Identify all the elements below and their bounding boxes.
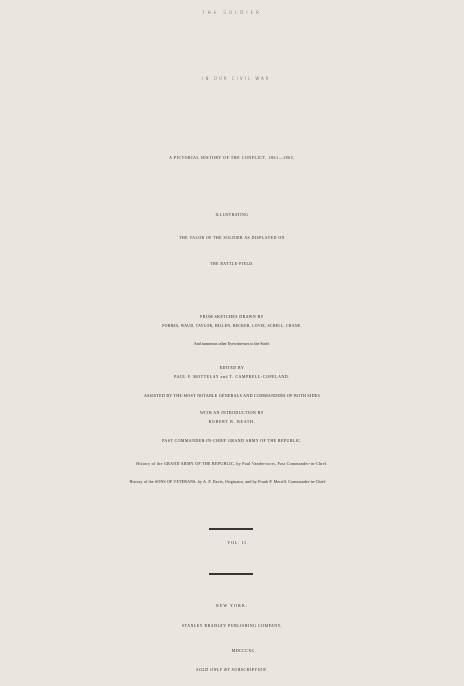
volume-number: VOL. II.	[227, 541, 249, 545]
history-gar-line: History of the GRAND ARMY OF THE REPUBLIC, by Paul Vandervoort, Past Commander-in-Chief.	[136, 461, 328, 466]
imprint-city: NEW YORK:	[215, 604, 249, 608]
title-line-2: IN OUR CIVIL WAR:	[202, 76, 274, 81]
assisted-by-note: ASSISTED BY THE MOST NOTABLE GENERALS AND COMMANDERS OF BOTH SIDES	[143, 393, 321, 398]
editors-names: PAUL F. MOTTELAY and T. CAMPBELL-COPELAND.	[174, 375, 290, 379]
illustrating-line-1: ILLUSTRATING	[215, 213, 249, 217]
imprint-publisher: STANLEY BRADLEY PUBLISHING COMPANY,	[181, 624, 283, 628]
illustrating-line-2: THE VALOR OF THE SOLDIER AS DISPLAYED ON	[179, 236, 285, 240]
artists-list: FORBES, WAUD, TAYLOR, HILLEN, BECKER, LOVIE, SCHELL, CRANE.	[162, 324, 302, 328]
introduction-author: ROBERT B. BEATH,	[208, 420, 256, 424]
volume-rule-top	[209, 528, 253, 530]
introduction-label: WITH AN INTRODUCTION BY	[200, 410, 264, 415]
illustrating-line-3: THE BATTLE-FIELD.	[210, 262, 254, 266]
edited-by-label: EDITED BY	[219, 365, 245, 370]
introduction-author-title: PAST COMMANDER-IN-CHIEF GRAND ARMY OF THE REPUBLIC.	[162, 438, 302, 443]
sketches-from-label: FROM SKETCHES DRAWN BY	[200, 314, 264, 319]
history-sov-line: History of the SONS OF VETERANS, by A. P. Davis, Originator, and by Frank P. Merrill, Commander-in-Chief.	[129, 479, 327, 484]
imprint-sold-note: SOLD ONLY BY SUBSCRIPTION.	[196, 667, 268, 672]
subtitle: A PICTORIAL HISTORY OF THE CONFLICT, 1861—1865,	[169, 156, 295, 160]
imprint-year: MDCCCXC.	[231, 649, 257, 653]
eyewitnesses-note: And numerous other Eyewitnesses to the Strife.	[193, 341, 271, 346]
title-line-1: THE SOLDIER	[202, 10, 262, 15]
volume-rule-bottom	[209, 573, 253, 575]
